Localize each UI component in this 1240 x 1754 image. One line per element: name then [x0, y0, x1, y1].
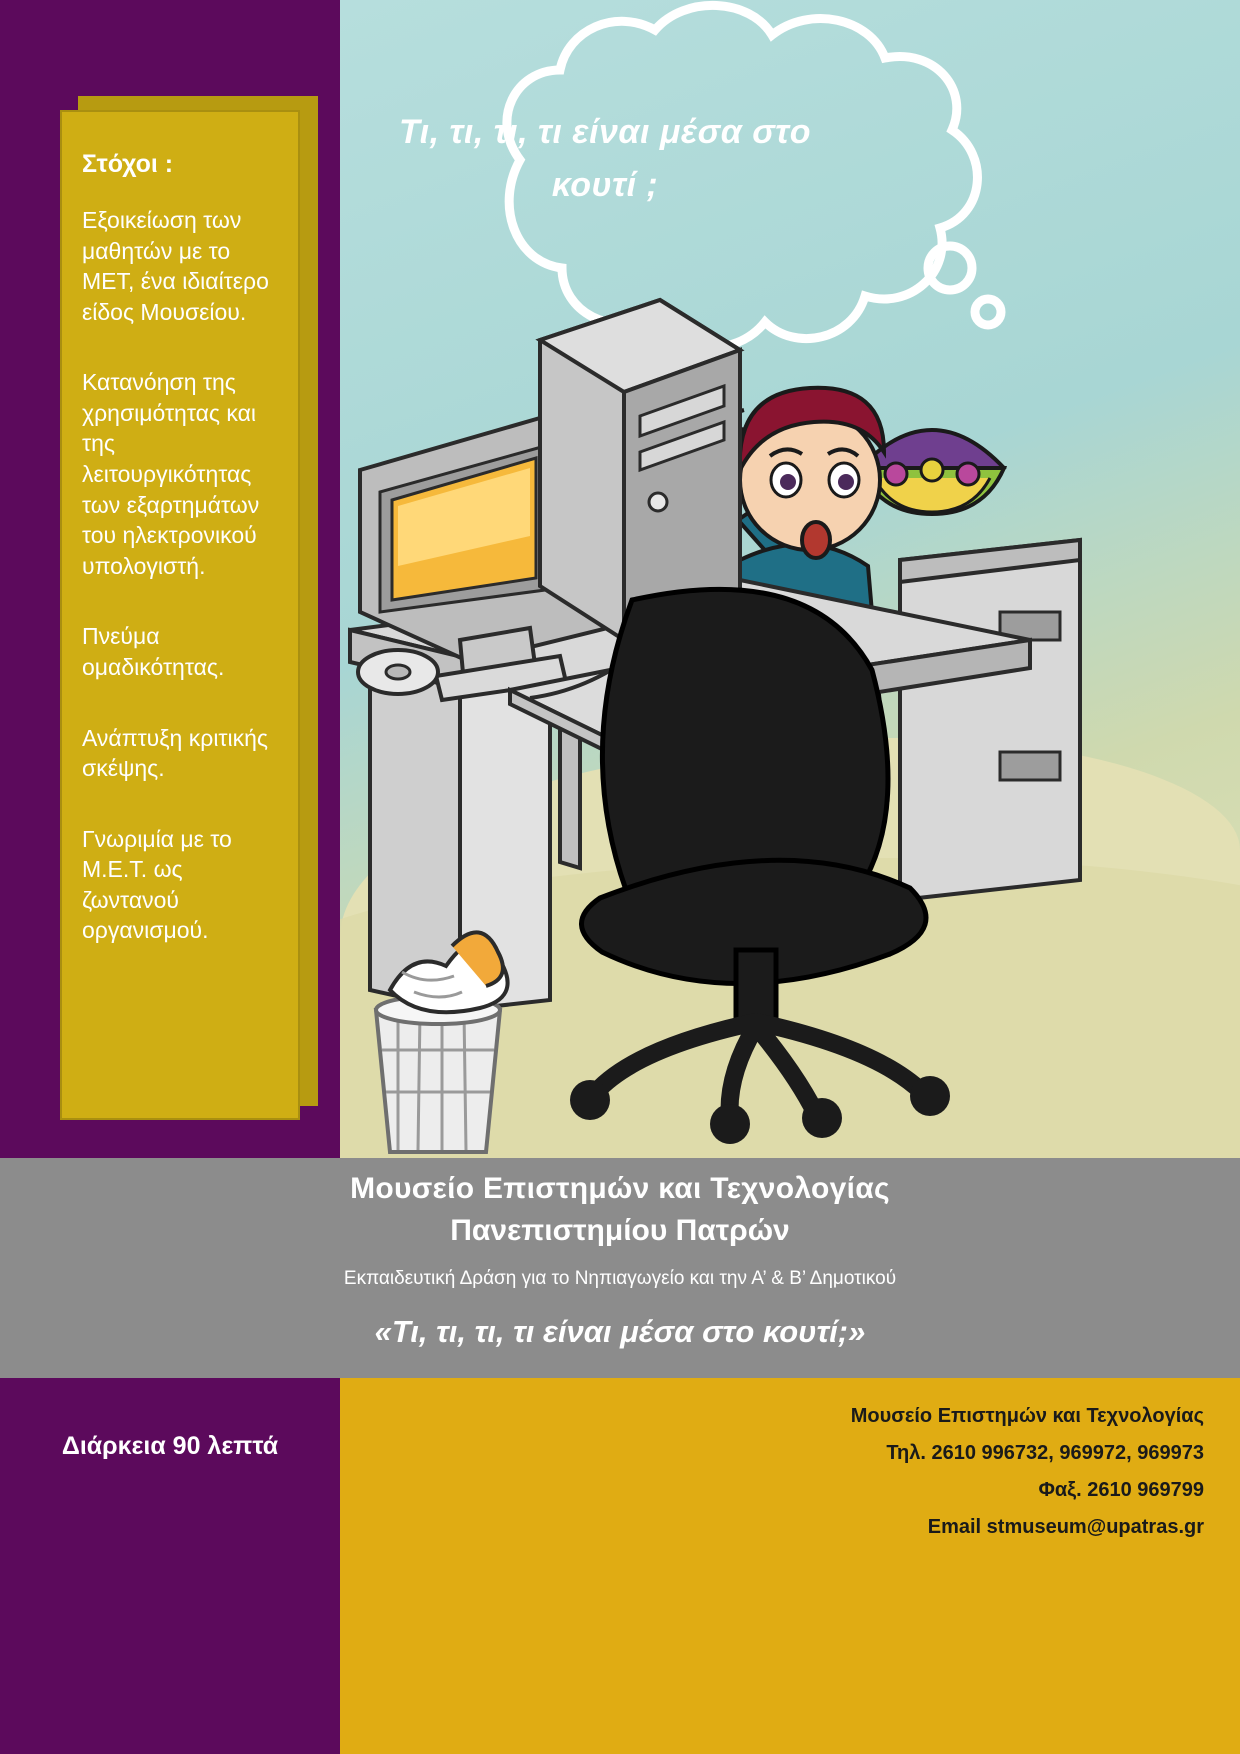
goal-item: Πνεύμα ομαδικότητας. [82, 623, 225, 680]
duration-label: Διάρκεια 90 λεπτά [61, 1432, 279, 1460]
contact-block [564, 1398, 1204, 1546]
museum-banner [0, 1158, 1240, 1378]
goal-item: Εξοικείωση των μαθητών με το ΜΕΤ, ένα ιδιαίτερο είδος Μουσείου. [82, 207, 269, 325]
thought-bubble-text: Τι, τι, τι, τι είναι μέσα στο κουτί ; [399, 113, 811, 204]
contact-line: Φαξ. 2610 969799 [1038, 1479, 1204, 1501]
goals-box [60, 110, 300, 1120]
banner-subtitle: Εκπαιδευτική Δράση για το Νηπιαγωγείο και την Α’ & Β’ Δημοτικού [343, 1268, 897, 1289]
activity-title: «Τι, τι, τι, τι είναι μέσα στο κουτί;» [374, 1314, 866, 1349]
museum-name-line2: Πανεπιστημίου Πατρών [450, 1214, 790, 1247]
goal-item: Κατανόηση της χρησιμότητας και της λειτουργικότητας των εξαρτημάτων του ηλεκτρονικού υπολογιστή. [82, 369, 260, 579]
cabinet-shape [900, 540, 1080, 900]
goal-item: Ανάπτυξη κριτικής σκέψης. [82, 724, 268, 782]
illustration-scene [340, 0, 1240, 1158]
goal-item: Γνωριμία με το Μ.Ε.Τ. ως ζωντανού οργανισμού. [82, 825, 232, 944]
contact-line: Μουσείο Επιστημών και Τεχνολογίας [850, 1405, 1204, 1427]
museum-name-line1: Μουσείο Επιστημών και Τεχνολογίας [350, 1172, 890, 1205]
contact-line: Email stmuseum@upatras.gr [927, 1516, 1204, 1538]
cd-disc-icon [358, 650, 438, 694]
thought-bubble-text-wrap [370, 0, 860, 408]
goals-title: Στόχοι : [82, 150, 174, 178]
contact-line: Τηλ. 2610 996732, 969972, 969973 [886, 1442, 1204, 1464]
